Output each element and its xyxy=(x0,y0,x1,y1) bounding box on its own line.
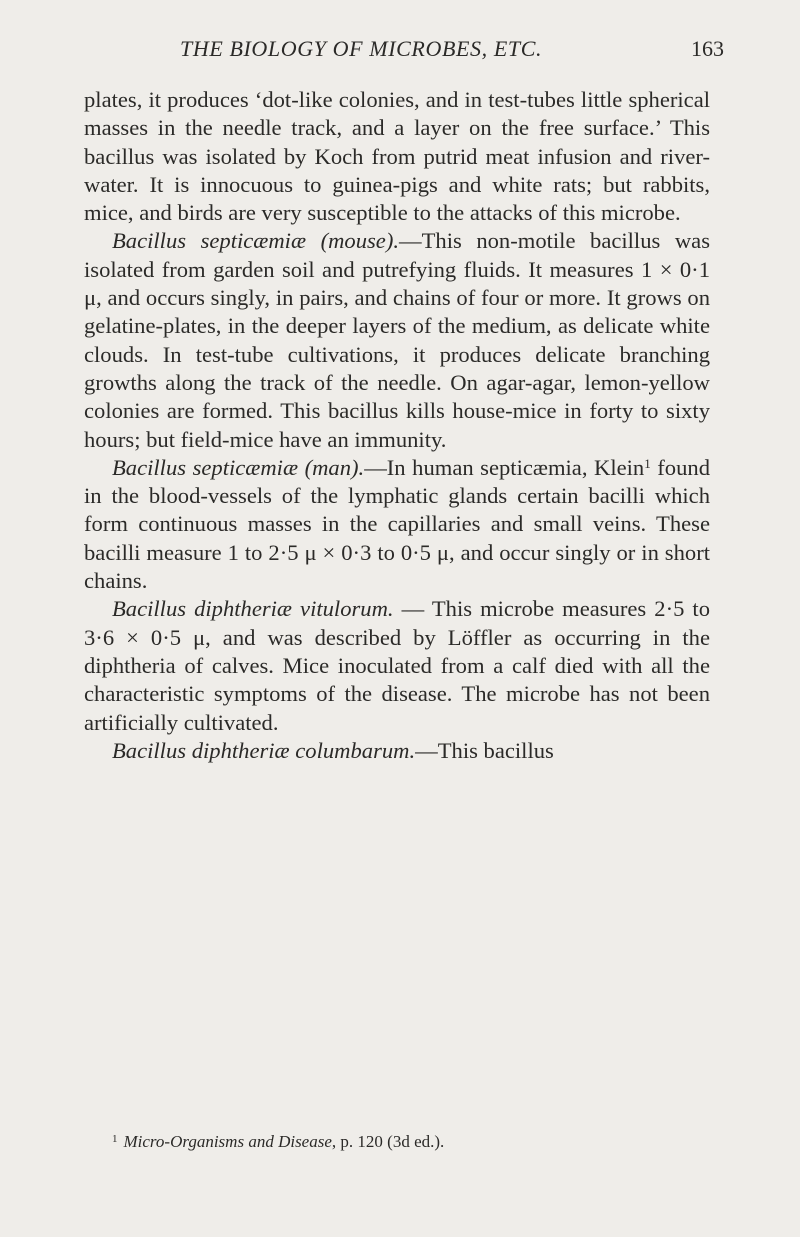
paragraph-text: —In human septicæmia, Klein xyxy=(364,454,645,480)
page-number: 163 xyxy=(691,36,724,61)
paragraph-bacillus-septicaemiae-mouse xyxy=(84,227,710,453)
page-header xyxy=(84,36,724,66)
paragraph-continuation xyxy=(84,86,710,227)
running-title: THE BIOLOGY OF MICROBES, ETC. xyxy=(180,36,543,61)
species-heading: Bacillus diphtheriæ columbarum. xyxy=(112,737,416,763)
species-heading: Bacillus diphtheriæ vitulorum. xyxy=(112,596,394,622)
footnote-source-title: Micro-Organisms and Disease xyxy=(123,1132,332,1151)
species-heading: Bacillus septicæmiæ (man). xyxy=(112,454,365,480)
species-heading: Bacillus septicæmiæ (mouse). xyxy=(112,228,400,254)
paragraph-bacillus-septicaemiae-man xyxy=(84,454,710,595)
footnote-text: , p. 120 (3d ed.). xyxy=(331,1132,445,1151)
paragraph-text: found in the blood-vessels of the lymphatic glands certain bacilli which form continuous masses in the capillaries and small veins. These bacilli measure 1 to 2·5 μ × 0·3 to 0·5 μ, and occur singly or in short chains. xyxy=(84,454,710,594)
paragraph-text: — This microbe measures 2·5 to 3·6 × 0·5 μ, and was described by Löffler as occurring in the diphtheria of calves. Mice inoculated from a calf died with all the characteristic symptoms of the disease. The microbe has not been artificially cultivated. xyxy=(84,596,711,735)
footnote-mark: 1 xyxy=(112,1133,118,1145)
body-text xyxy=(84,86,710,765)
paragraph-text: —This bacillus xyxy=(415,737,554,763)
footnote-reference: 1 xyxy=(644,455,651,471)
paragraph-bacillus-diphtheriae-vitulorum xyxy=(84,595,710,736)
paragraph-text: plates, it produces ‘dot-like colonies, and in test-tubes little spherical masses in the needle track, and a layer on the free surface.’ This bacillus was isolated by Koch from putrid meat infusion and river-water. It is innocuous to guinea-pigs and white rats; but rabbits, mice, and birds are very susceptible to the attacks of this microbe. xyxy=(84,87,710,226)
paragraph-bacillus-diphtheriae-columbarum xyxy=(84,737,710,765)
footnote xyxy=(112,1128,732,1153)
paragraph-text: —This non-motile bacillus was isolated from garden soil and putrefying fluids. It measures 1 × 0·1 μ, and occurs singly, in pairs, and chains of four or more. It grows on gelatine-plates, in the deeper layers of the medium, as delicate white clouds. In test-tube cultivations, it produces delicate branching growths along the track of the needle. On agar-agar, lemon-yellow colonies are formed. This bacillus kills house-mice in forty to sixty hours; but field-mice have an immunity. xyxy=(84,228,710,452)
